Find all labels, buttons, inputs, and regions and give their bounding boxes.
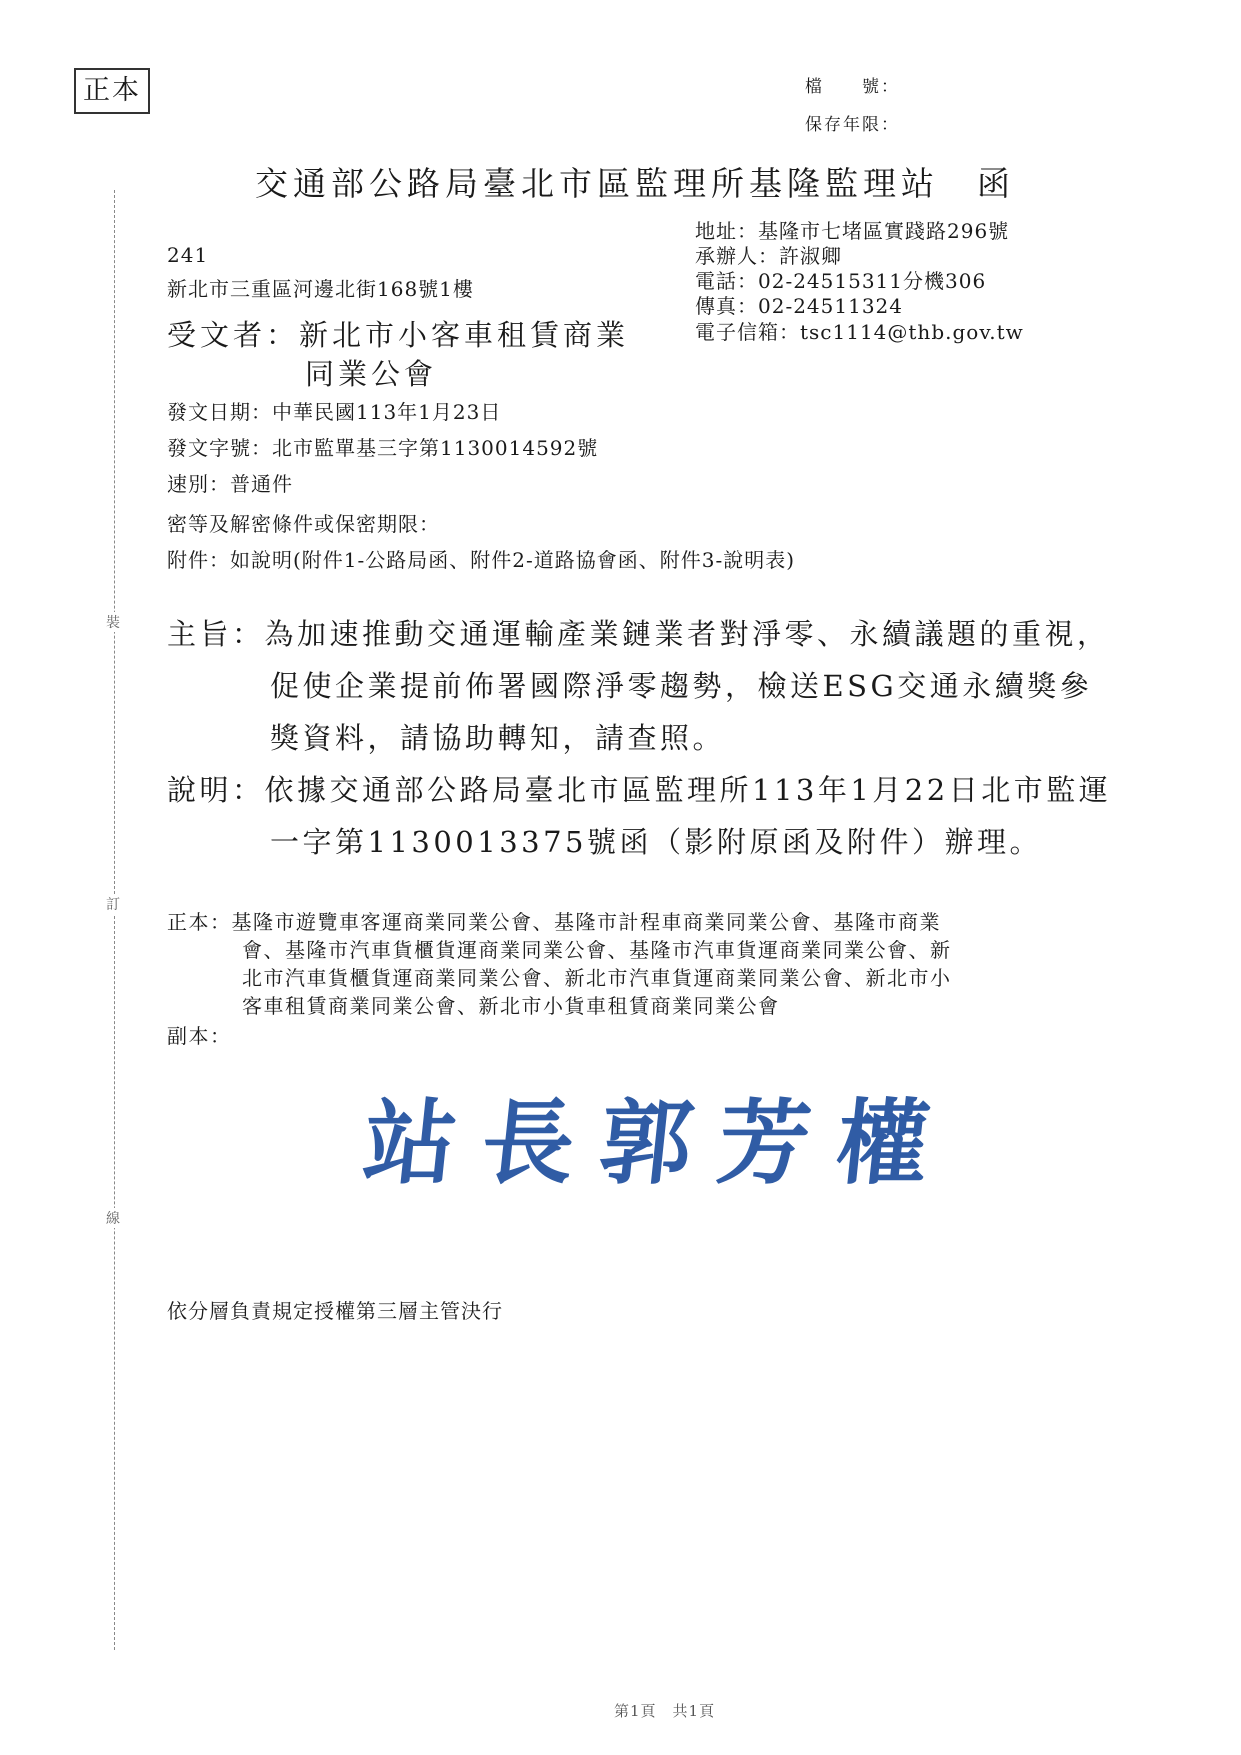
issue-number: 發文字號：北市監單基三字第1130014592號: [167, 436, 599, 460]
signature-seal: [358, 1070, 962, 1202]
original-copy-stamp: 正本: [74, 68, 150, 114]
file-number-label: 檔 號：: [805, 77, 900, 97]
distribution-line-3: 北市汽車貨櫃貨運商業同業公會、新北市汽車貨運商業同業公會、新北市小: [242, 966, 952, 990]
issue-date: 發文日期：中華民國113年1月23日: [167, 400, 502, 424]
receiver-line-2: 同業公會: [305, 357, 438, 391]
sender-handler: 承辦人：許淑卿: [695, 244, 842, 268]
distribution-line-1: 正本：基隆市遊覽車客運商業同業公會、基隆市計程車商業同業公會、基隆市商業: [167, 910, 941, 934]
sender-address: 地址：基隆市七堵區實踐路296號: [695, 219, 1010, 243]
sender-phone: 電話：02-24515311分機306: [695, 269, 987, 293]
explanation-line-1: 說明：依據交通部公路局臺北市區監理所113年1月22日北市監運: [167, 773, 1112, 807]
recipient-address: 新北市三重區河邊北街168號1樓: [167, 277, 474, 301]
subject-line-3: 獎資料，請協助轉知，請查照。: [270, 721, 726, 755]
explanation-line-2: 一字第1130013375號函（影附原函及附件）辦理。: [270, 825, 1043, 859]
copy-label: 副本：: [167, 1024, 232, 1048]
receiver-line-1: 受文者：新北市小客車租賃商業: [167, 318, 630, 352]
delegation-note: 依分層負責規定授權第三層主管決行: [167, 1299, 503, 1323]
attachments: 附件：如說明(附件1-公路局函、附件2-道路協會函、附件3-說明表): [167, 548, 796, 572]
distribution-line-4: 客車租賃商業同業公會、新北市小貨車租賃商業同業公會: [242, 994, 780, 1018]
binding-line: [114, 190, 115, 1650]
recipient-zip: 241: [167, 243, 209, 267]
confidentiality: 密等及解密條件或保密期限：: [167, 512, 440, 536]
sender-fax: 傳真：02-24511324: [695, 294, 904, 318]
retention-period-label: 保存年限：: [805, 115, 900, 135]
binding-mark-zhuang: 裝: [106, 612, 120, 632]
binding-mark-xian: 線: [106, 1208, 120, 1228]
binding-mark-ding: 訂: [106, 894, 120, 914]
sender-email: 電子信箱：tsc1114@thb.gov.tw: [695, 320, 1024, 344]
signature-seal-text: 站長郭芳權: [358, 1089, 960, 1197]
speed-class: 速別：普通件: [167, 472, 293, 496]
subject-line-2: 促使企業提前佈署國際淨零趨勢，檢送ESG交通永續獎參: [270, 669, 1093, 703]
document-title: 交通部公路局臺北市區監理所基隆監理站 函: [255, 164, 1015, 203]
page-footer: 第1頁 共1頁: [614, 1702, 716, 1720]
distribution-line-2: 會、基隆市汽車貨櫃貨運商業同業公會、基隆市汽車貨運商業同業公會、新: [242, 938, 952, 962]
subject-line-1: 主旨：為加速推動交通運輸產業鏈業者對淨零、永續議題的重視，: [167, 617, 1110, 651]
